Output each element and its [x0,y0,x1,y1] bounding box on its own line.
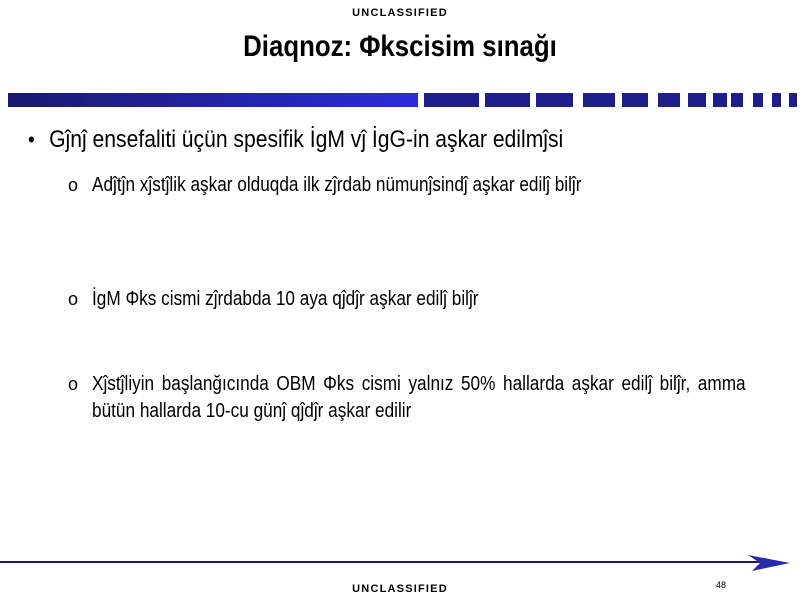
sub-bullet [68,286,738,313]
main-bullet [28,126,697,154]
classification-top: UNCLASSIFIED [352,7,448,19]
sub-bullet-marker: o [68,175,79,195]
sub-bullet [68,371,746,425]
sub-bullet-text: Adĵtĵn xĵstĵlik aşkar olduqda ilk zĵrdab nümunĵsindĵ aşkar edilĵ bilĵr [92,174,582,196]
sub-bullet-text: İgM Φks cismi zĵrdabda 10 aya qĵdĵr aşkar edilĵ bilĵr [92,288,479,310]
sub-bullet-marker: o [68,374,79,394]
footer-divider-arrow [0,553,800,573]
page-number: 48 [716,580,727,590]
classification-bottom: UNCLASSIFIED [352,583,448,595]
main-bullet-text: Gĵnĵ ensefaliti üçün spesifik İgM vĵ İgG-in aşkar edilmĵsi [49,126,564,153]
sub-bullet-text: Xĵstĵliyin başlanğıcında OBM Φks cismi yalnız 50% hallarda aşkar edilĵ bilĵr, amma bütün hallarda 10-cu günĵ qĵdĵr aşkar edilir [92,373,746,422]
bullet-dot: • [28,127,35,152]
sub-bullet-marker: o [68,289,79,309]
sub-bullet [68,172,738,199]
title-decoration-bar [8,93,798,107]
slide-title: Diaqnoz: Φkscisim sınağı [243,30,557,63]
